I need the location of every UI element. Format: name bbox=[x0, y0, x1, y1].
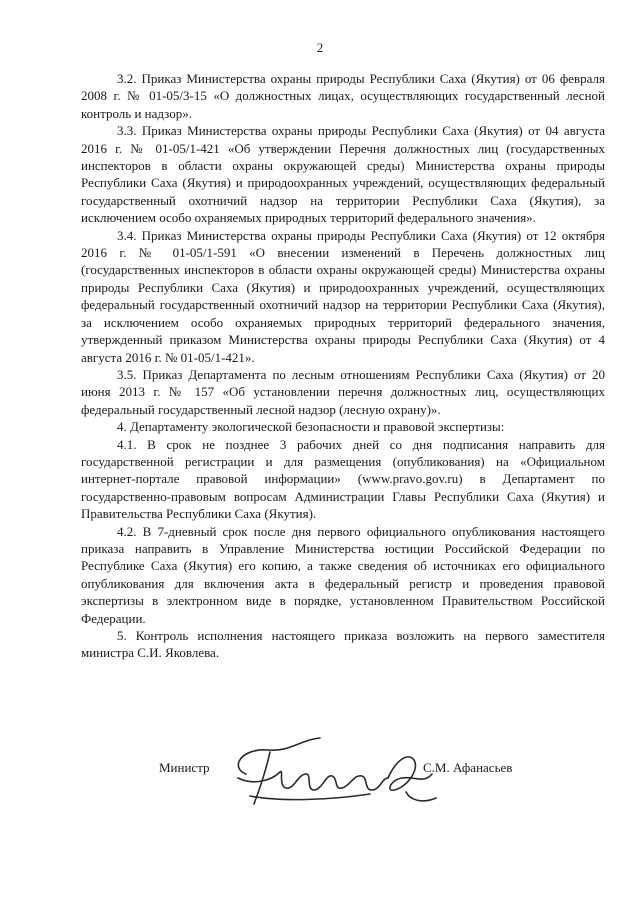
paragraph-5: 5. Контроль исполнения настоящего приказа возложить на первого заместителя министра С.И. Яковлева. bbox=[81, 628, 605, 661]
paragraph-4-2: 4.2. В 7-дневный срок после дня первого официального опубликования настоящего приказа направить в Управление Министерства юстиции Российской Федерации по Республике Саха (Якутия) его копию, а также сведения об источниках его официального опубликования для включения акта в федеральный регистр и проведения правовой экспертизы в электронном виде в порядке, установленном Правительством Российской Федерации. bbox=[81, 523, 605, 626]
signatory-name: С.М. Афанасьев bbox=[423, 760, 513, 775]
page-number: 2 bbox=[316, 40, 324, 55]
paragraph-3-4: 3.4. Приказ Министерства охраны природы Республики Саха (Якутия) от 12 октября 2016 г. № 01-05/1-591 «О внесении изменений в Перечень должностных лиц (государственных инспекторов в области охраны окружающей среды) Министерства охраны природы Республики Саха (Якутия) и природоохранных учреждений, осуществляющих федеральный государственный охотничий надзор на территории Республики Саха (Якутия), за исключением особо охраняемых природных территорий федерального значения, утвержденный приказом Министерства охраны природы Республики Саха (Якутия) от 4 августа 2016 г. № 01-05/1-421». bbox=[81, 227, 605, 365]
signatory-title: Министр bbox=[159, 760, 210, 775]
paragraph-4: 4. Департаменту экологической безопасности и правовой экспертизы: bbox=[117, 419, 505, 435]
paragraph-3-3: 3.3. Приказ Министерства охраны природы Республики Саха (Якутия) от 04 августа 2016 г. № 01-05/1-421 «Об утверждении Перечня должностных лиц (государственных инспекторов в области охраны окружающей среды) Министерства охраны природы Республики Саха (Якутия) и природоохранных учреждений, осуществляющих федеральный государственный охотничий надзор на территории Республики Саха (Якутия), за исключением особо охраняемых природных территорий федерального значения». bbox=[81, 123, 605, 226]
document-body bbox=[81, 70, 605, 662]
paragraph-4-1: 4.1. В срок не позднее 3 рабочих дней со дня подписания направить для государственной регистрации и для размещения (опубликования) на «Официальном интернет-портале правовой информации» (www.pravo.gov.ru) в Департамент по государственно-правовым вопросам Администрации Главы Республики Саха (Якутия) и Правительства Республики Саха (Якутия). bbox=[81, 436, 605, 522]
signature-block bbox=[0, 730, 640, 820]
handwritten-signature bbox=[210, 730, 450, 820]
paragraph-3-2: 3.2. Приказ Министерства охраны природы Республики Саха (Якутия) от 06 февраля 2008 г. № 01-05/3-15 «О должностных лицах, осуществляющих государственный лесной контроль и надзор». bbox=[81, 71, 605, 121]
paragraph-3-5: 3.5. Приказ Департамента по лесным отношениям Республики Саха (Якутия) от 20 июня 2013 г. № 157 «Об установлении перечня должностных лиц, осуществляющих федеральный государственный лесной надзор (лесную охрану)». bbox=[81, 366, 605, 417]
